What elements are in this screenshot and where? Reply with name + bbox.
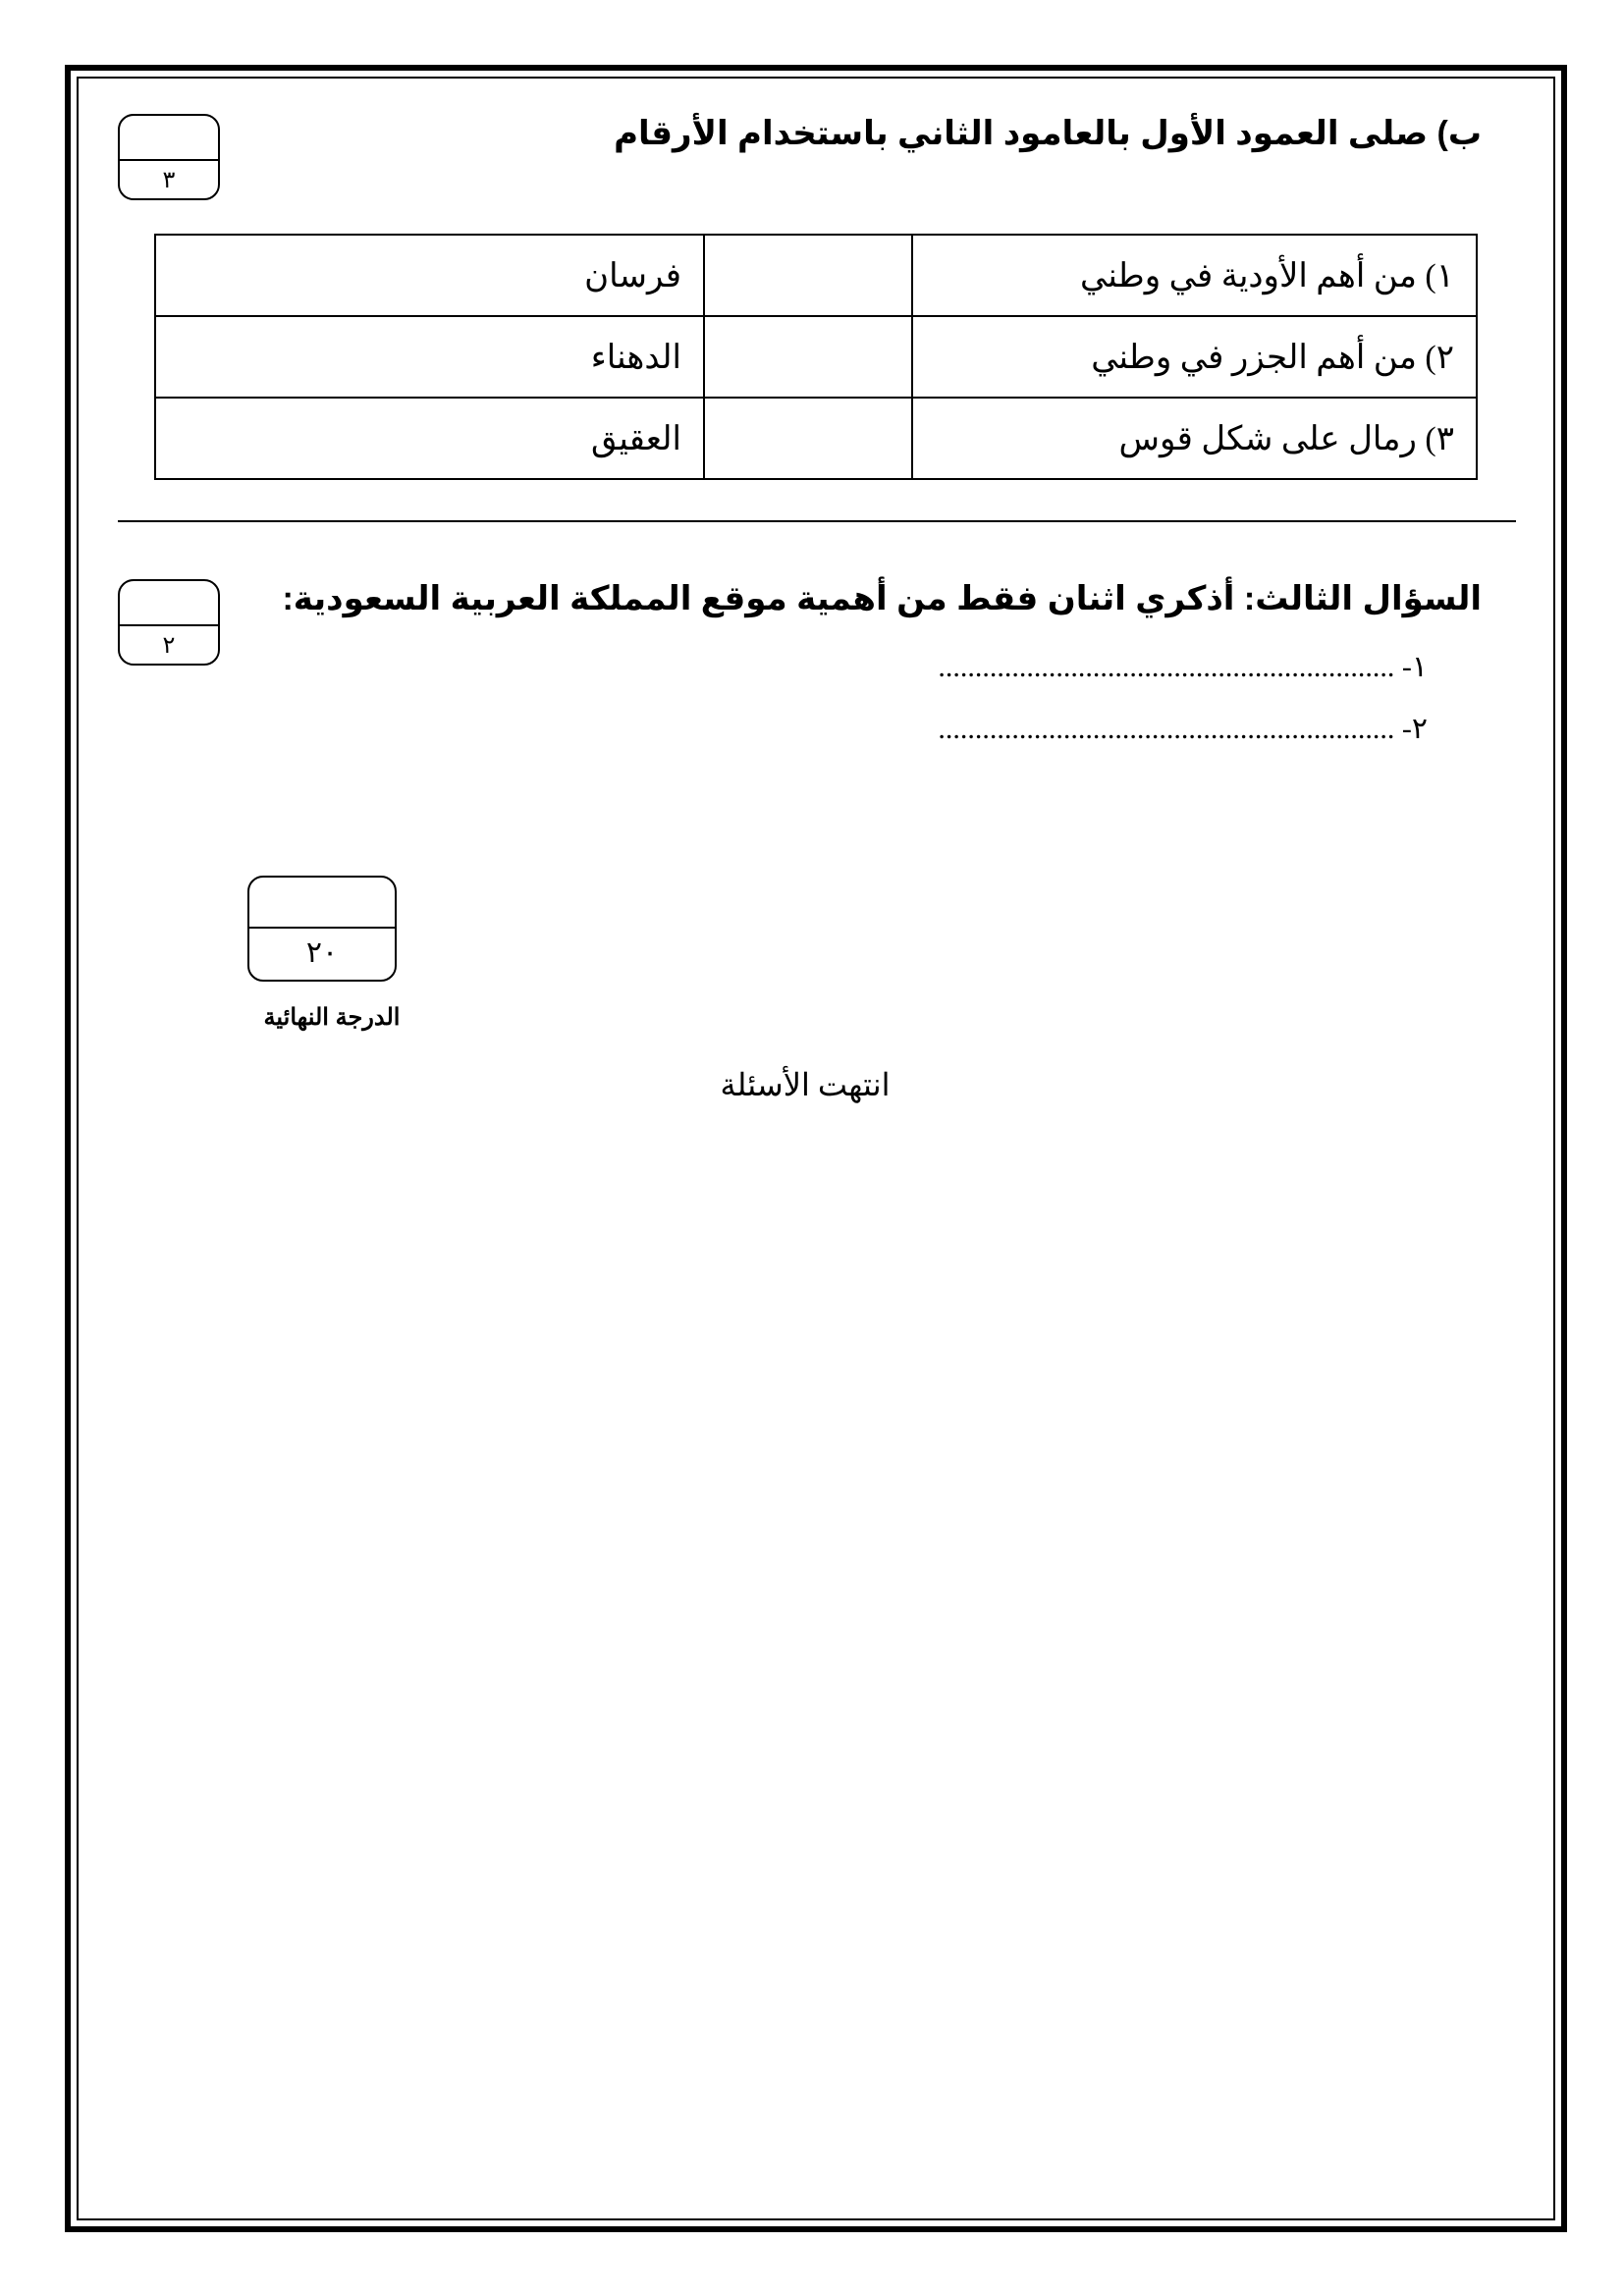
table-row bbox=[155, 398, 1477, 479]
option-cell: الدهناء bbox=[155, 316, 704, 398]
question-3-title: السؤال الثالث: أذكري اثنان فقط من أهمية موقع المملكة العربية السعودية: bbox=[282, 580, 1482, 617]
option-cell: العقيق bbox=[155, 398, 704, 479]
answer-cell[interactable] bbox=[704, 316, 912, 398]
final-grade-box bbox=[247, 876, 397, 982]
score-box-blank bbox=[249, 878, 395, 929]
statement-cell: ٣) رمال على شكل قوس bbox=[912, 398, 1477, 479]
score-box-blank bbox=[120, 116, 218, 161]
section-b-title: ب) صلى العمود الأول بالعامود الثاني باستخدام الأرقام bbox=[614, 115, 1482, 152]
section-b-score: ٣ bbox=[162, 168, 176, 193]
answer-cell[interactable] bbox=[704, 235, 912, 316]
matching-table bbox=[154, 234, 1478, 480]
section-divider bbox=[118, 520, 1516, 522]
final-grade-score: ٢٠ bbox=[305, 936, 339, 969]
section-b-score-box bbox=[118, 114, 220, 200]
statement-cell: ٢) من أهم الجزر في وطني bbox=[912, 316, 1477, 398]
table-row bbox=[155, 235, 1477, 316]
answer-line-1[interactable]: ١- .............................................................. bbox=[938, 651, 1428, 683]
answer-line-2[interactable]: ٢- .............................................................. bbox=[938, 713, 1428, 745]
end-of-questions: انتهت الأسئلة bbox=[720, 1067, 891, 1102]
question-3-score-box bbox=[118, 579, 220, 666]
table-row bbox=[155, 316, 1477, 398]
final-grade-label: الدرجة النهائية bbox=[263, 1004, 401, 1031]
question-3-score: ٢ bbox=[162, 633, 176, 659]
option-cell: فرسان bbox=[155, 235, 704, 316]
statement-cell: ١) من أهم الأودية في وطني bbox=[912, 235, 1477, 316]
answer-cell[interactable] bbox=[704, 398, 912, 479]
score-box-blank bbox=[120, 581, 218, 626]
